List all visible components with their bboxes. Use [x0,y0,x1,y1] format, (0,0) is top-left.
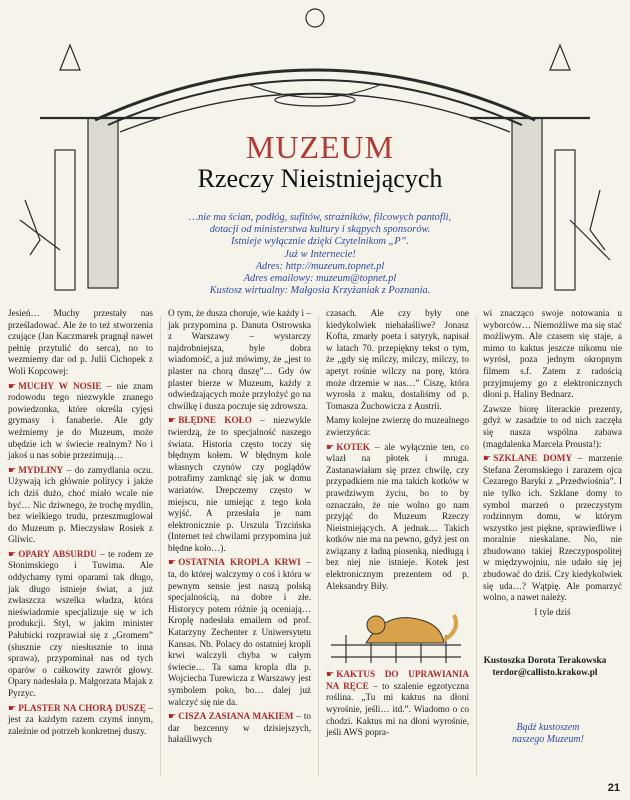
entry-text: – to szalenie egzotyczna roślina. „Tu mi kaktus na dłoni wyrośnie, jeśli… itd.”. Wiadomo o co chodzi. Kaktus mi na dłoni wyrośnie, jeśli AWS popra- [326,680,469,738]
column-divider [476,316,477,776]
entry-heading: MYDLINY [18,464,64,475]
pointing-hand-icon: ☛ [326,669,335,680]
tagline-line: Bądź kustoszem [516,722,580,733]
column-1 [8,308,153,740]
entry-text: – marzenie Stefana Żeromskiego i zarazem ojca Cezarego Baryki z „Przedwiośnia”. I nie tylko ich. Szklane domy to symbol marzeń o przeczystym rodzinnym domu, w którym wszystko jest piękne, sprawiedliwe i moralnie nieskalane. No, nie zbudowano takiej Rzeczypospolitej w międzywojniu, nie udało się jej zbudować do dziś. Czy kiedykolwiek się uda…? Wątpię. Ale pomarzyć wolno, a nawet należy. [483,453,622,603]
entry-heading: KOTEK [336,441,370,452]
entry-mydliny [8,465,153,546]
entry-kotek [326,442,469,593]
intro-line: Istnieje wyłącznie dzięki Czytelnikom „P”. [230,236,410,248]
entry-text: – ale wyłącznie ten, co wlazł na płotek i mruga. Zastanawiałam się przez chwilę, czy przypadkiem nie ma takich kotków w prawdziwym życiu, bo to by oznaczało, że nie wolno go nam przyjąć do Muzeum Rzeczy Nieistniejących. A jednak… Takich kotków nie ma na pewno, gdyż jest on związany z ładną piosenką, niedługą i bez niej nie istnieje. Kotek jest elektronicznym prezentem od p. Aleksandry Biły. [326,441,469,591]
intro-line: …nie ma ścian, podłóg, sufitów, strażników, filcowych pantofli, [188,212,452,223]
entry-text: – ta, do której walczymy o coś i która w pewnym sensie jest naszą polską specjalnością, na dobre i złe. Historycy potem różnie ją oceniają… Kroplę nadesłała emailem od prof. Katarzyny Zechenter z Uniwersytetu Kansas. Nb. Polacy do ostatniej kropli krwi walczyli chyba w całym świecie… Ta sama kropla dla p. Wojciecha Turewicza z Warszawy jest symbolem poko, bo… dalej już walczyć się nie da. [168,557,311,707]
intro-text [110,212,530,297]
pointing-hand-icon: ☛ [8,702,17,713]
pointing-hand-icon: ☛ [168,557,177,568]
article-columns [8,308,622,778]
entry-heading: CISZA ZASIANA MAKIEM [178,711,294,722]
entry-text: – te rodem ze Słonimskiego i Tuwima. Ale oddychamy tymi oparami tak długo, jak długo istnieje świat, a już zwłaszcza wszelka władza, która nieświadomie specjalizuje się w ich produkcji. Styl, w jakim minister Pałubicki rozprawiał się z „Gromem” (słusznie czy niesłusznie to inna sprawa), przypominał nas od tych oparów o całkowity zawrót głowy. Opary nadesłała p. Małgorzata Majak z Pyrzyc. [8,548,153,698]
pointing-hand-icon: ☛ [168,711,177,722]
entry-text: – to dar bezcenny w dzisiejszych, hałaśliwych [168,711,311,745]
paragraph: O tym, że dusza choruje, wie każdy i – jak przypomina p. Danuta Ostrowska z Warszawy – wystarczy najdrobniejsza, byle dobra wiadomość, a już mówimy, że „jest to plaster na chorą duszę”… Gdy ów plaster bierze w Muzeum, każdy z odwiedzających może przyłożyć go na chwilkę i dusza poczuje się zdrowsza. [168,308,311,411]
entry-heading: BŁĘDNE KOŁO [178,415,252,426]
entry-szklane [483,453,622,604]
entry-text: – nie znam rodowodu tego niezwykle znanego powiedzonka, które określa cyjęsi grymasy i fanaberie. Ale gdy weźmiemy je do Muzeum, może ubędzie ich w świecie realnym? No i jakoś u nas sobie przezimują… [8,380,153,461]
paragraph: Jesień… Muchy przestały nas prześladować. Ale że to też stworzenia czujące (Jan Kaczmarek pragnął nawet pełnię przytulić do serca), no to wezmiemy dar od p. Julii Cichopek z Woli Kopcowej: [8,308,153,376]
entry-heading: SZKLANE DOMY [493,453,573,464]
cat-on-fence-illustration [326,595,466,665]
tagline-line: naszego Muzeum! [512,734,584,745]
entry-bledne [168,415,311,554]
entry-text: – jest za każdym razem czymś innym, zależnie od potrzeb konkretnej duszy. [8,702,153,736]
pointing-hand-icon: ☛ [168,415,177,426]
pointing-hand-icon: ☛ [483,453,492,464]
column-3 [326,308,469,742]
entry-ostatnia [168,557,311,708]
pointing-hand-icon: ☛ [8,548,17,559]
entry-muchy [8,381,153,462]
signature-email[interactable]: terdor@callisto.krakow.pl [492,667,598,678]
paragraph: Mamy kolejne zwierzę do muzealnego zwierzyńca: [326,415,469,437]
closing-line: I tyle dziś [534,606,571,617]
intro-line: Kustosz wirtualny: Małgosia Krzyżaniak z Poznania. [209,285,431,297]
intro-line: Adres: http://muzeum.topnet.pl [255,260,385,272]
entry-text: – do zamydlania oczu. Używają ich głównie politycy i jakże ich dziś dużo, choć miało wcale nie być… Nic dziwnego, że trochę mydlin, bez wielkiego trudu, przeszmuglował do Muzeum p. Mieczysław Rosiek z Gliwic. [8,464,153,545]
pointing-hand-icon: ☛ [326,441,335,452]
paragraph: czasach. Ale czy były one kiedykolwiek niehałaśliwe? Jonasz Kofta, zmarły poeta i satyryk, napisał w latach 70. przepiękny tekst o tym, że „gdy się milczy, milczy, milczy, to apetyt rośnie wilczy na porę, która może drzemie w nas…” Ciszę, która wyrosła z maku, dostaliśmy od p. Tomasza Żuchowicza z Austrii. [326,308,469,411]
pointing-hand-icon: ☛ [8,380,17,391]
entry-kaktus [326,669,469,739]
entry-heading: OSTATNIA KROPLA KRWI [178,557,301,568]
column-divider [160,316,161,776]
column-2 [168,308,311,749]
paragraph: wi znacząco swoje notowania u wyborców… Niemożliwe ma się stać możliwym. Ale czasem się staje, a mimo to kaktus jeszcze nikomu nie wyrósł, poza jednym okropnym filmem s.f. Zatem z radością przyjmujemy go z elektronicznych dłoni p. Haliny Bednarz. [483,308,622,400]
entry-cisza [168,711,311,746]
column-divider [318,316,319,776]
page-number: 21 [607,782,620,794]
entry-text: – niezwykle twierdzą, że to specjalność naszego świata. Historia często toczy się błędnym kołem. W błędnym kole własnych czynów czy poglądów potrafimy zamknąć się jak w domu wariatów. Drepczemy często w miejscu, nie umiejąc z tego koła wyjść. A przesłała je nam elektronicznie p. Urszula Trzcińska (Internet też chwilami przypomina już błędne koło…). [168,415,311,553]
intro-line: Już w Internecie! [284,248,356,260]
entry-heading: PLASTER NA CHORĄ DUSZĘ [18,702,146,713]
tagline [488,722,608,746]
entry-heading: KAKTUS DO UPRAWIANIA NA RĘCE [326,669,469,691]
paragraph: Zawsze biorę literackie prezenty, gdyż w zasadzie to od nich zaczęła się nasza wspólna zabawa (magdalenka Marcela Prousta!): [483,403,622,449]
intro-line: dotacji od ministerstwa kultury i skąpych sponsorów. [209,224,431,236]
intro-line: Adres emailowy: muzeum@topnet.pl [243,273,397,285]
entry-plaster [8,703,153,738]
signature-block [470,656,620,679]
title-subtitle: Rzeczy Nieistniejących [197,164,443,193]
entry-opary [8,549,153,700]
article-title [190,130,450,194]
column-4 [483,308,622,621]
pointing-hand-icon: ☛ [8,464,17,475]
entry-heading: OPARY ABSURDU [18,548,97,559]
signature-name: Kustoszka Dorota Terakowska [483,656,607,666]
entry-heading: MUCHY W NOSIE [18,380,102,391]
title-muzeum: MUZEUM [245,129,395,165]
